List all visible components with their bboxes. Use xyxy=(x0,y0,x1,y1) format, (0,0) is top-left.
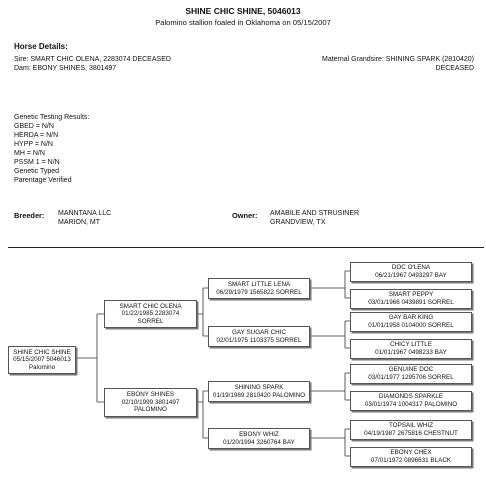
maternal-grandsire-status: DECEASED xyxy=(435,65,474,72)
pedigree-sire-dam-box xyxy=(208,326,310,347)
ancestor-info: 01/01/1958 0104000 SORREL xyxy=(368,322,454,329)
ancestor-info: 06/21/1967 0493297 BAY xyxy=(375,272,447,279)
ancestor-name: SHINING SPARK xyxy=(234,383,284,391)
ancestor-info: 03/01/1974 1004317 PALOMINO xyxy=(364,401,458,408)
dam-line: Dam: EBONY SHINES, 3801497 xyxy=(14,65,117,72)
sire-color: SORREL xyxy=(137,317,164,325)
ancestor-info: 01/20/1994 3260764 BAY xyxy=(223,438,295,446)
ancestor-info: 02/01/1975 1103375 SORREL xyxy=(216,336,302,344)
ancestor-name: GENUINE DOC xyxy=(388,366,434,374)
dam-name: EBONY SHINES xyxy=(126,391,175,399)
genetic-result: MH = N/N xyxy=(14,150,45,157)
pedigree-sire-box xyxy=(104,300,197,328)
sire-line: Sire: SMART CHIC OLENA, 2283074 DECEASED xyxy=(14,56,171,63)
ancestor-name: DIAMONDS SPARKLE xyxy=(378,393,444,401)
genetic-result: GBED = N/N xyxy=(14,123,54,130)
pedigree-sire-sire-box xyxy=(208,278,310,299)
horse-subtitle: Palomino stallion foaled in Oklahoma on 05/15/2007 xyxy=(155,18,331,27)
breeder-location: MARION, MT xyxy=(58,219,100,226)
ancestor-info: 07/01/1972 0896631 BLACK xyxy=(370,457,452,464)
pedigree-great-grandparent-box xyxy=(350,262,472,282)
breeder-name: MANNTANA LLC xyxy=(58,210,112,217)
horse-details-heading: Horse Details: xyxy=(14,42,68,51)
owner-location: GRANDVIEW, TX xyxy=(270,219,326,226)
ancestor-name: GAY SUGAR CHIC xyxy=(232,328,286,336)
horse-title: SHINE CHIC SHINE, 5046013 xyxy=(185,6,301,16)
pedigree-great-grandparent-box xyxy=(350,312,472,332)
owner-label: Owner: xyxy=(232,211,258,220)
pedigree-great-grandparent-box xyxy=(350,364,472,384)
pedigree-dam-box xyxy=(104,388,197,417)
owner-name: AMABILE AND STRUSINER xyxy=(270,210,360,217)
subject-info: 05/15/2007 5046013 xyxy=(13,356,71,364)
ancestor-name: SMART PEPPY xyxy=(388,291,434,299)
dam-color: PALOMINO xyxy=(134,406,167,414)
ancestor-info: 01/19/1989 2810420 PALOMINO xyxy=(212,391,306,399)
ancestor-name: SMART LITTLE LENA xyxy=(227,280,291,288)
ancestor-info: 01/01/1967 0498233 BAY xyxy=(375,349,447,356)
ancestor-name: DOC O'LENA xyxy=(391,264,431,272)
genetic-testing-heading: Genetic Testing Results: xyxy=(14,114,90,121)
genetic-result: HYPP = N/N xyxy=(14,141,53,148)
ancestor-info: 03/01/1977 1295706 SORREL xyxy=(368,374,454,381)
ancestor-info: 03/01/1966 0439891 SORREL xyxy=(368,299,454,306)
ancestor-info: 04/19/1987 2675816 CHESTNUT xyxy=(364,430,458,437)
ancestor-name: CHICY LITTLE xyxy=(390,341,432,349)
genetic-result: HERDA = N/N xyxy=(14,132,59,139)
subject-name: SHINE CHIC SHINE xyxy=(13,348,71,356)
ancestor-info: 06/29/1979 1565822 SORREL xyxy=(216,288,302,296)
pedigree-great-grandparent-box xyxy=(350,339,472,359)
pedigree-subject-box xyxy=(8,346,76,374)
genetic-result: PSSM 1 = N/N xyxy=(14,159,60,166)
ancestor-name: GAY BAR KING xyxy=(388,314,434,322)
dam-info: 02/10/1999 3801497 xyxy=(121,398,180,406)
pedigree-dam-dam-box xyxy=(208,428,310,449)
sire-info: 01/22/1985 2283074 xyxy=(121,310,180,318)
maternal-grandsire-line: Maternal Grandsire: SHINING SPARK (2810420) xyxy=(322,56,474,63)
pedigree-dam-sire-box xyxy=(208,381,310,402)
pedigree-great-grandparent-box xyxy=(350,447,472,467)
ancestor-name: TOPSAIL WHIZ xyxy=(388,422,434,430)
genetic-typed: Genetic Typed xyxy=(14,168,60,175)
ancestor-name: EBONY WHIZ xyxy=(239,430,279,438)
pedigree-great-grandparent-box xyxy=(350,391,472,411)
parentage-verified: Parentage Verified xyxy=(14,177,72,184)
pedigree-great-grandparent-box xyxy=(350,289,472,309)
pedigree-great-grandparent-box xyxy=(350,420,472,440)
breeder-label: Breeder: xyxy=(14,211,45,220)
sire-name: SMART CHIC OLENA xyxy=(119,302,182,310)
ancestor-name: EBONY CHEX xyxy=(390,449,432,457)
subject-color: Palomino xyxy=(28,363,56,371)
